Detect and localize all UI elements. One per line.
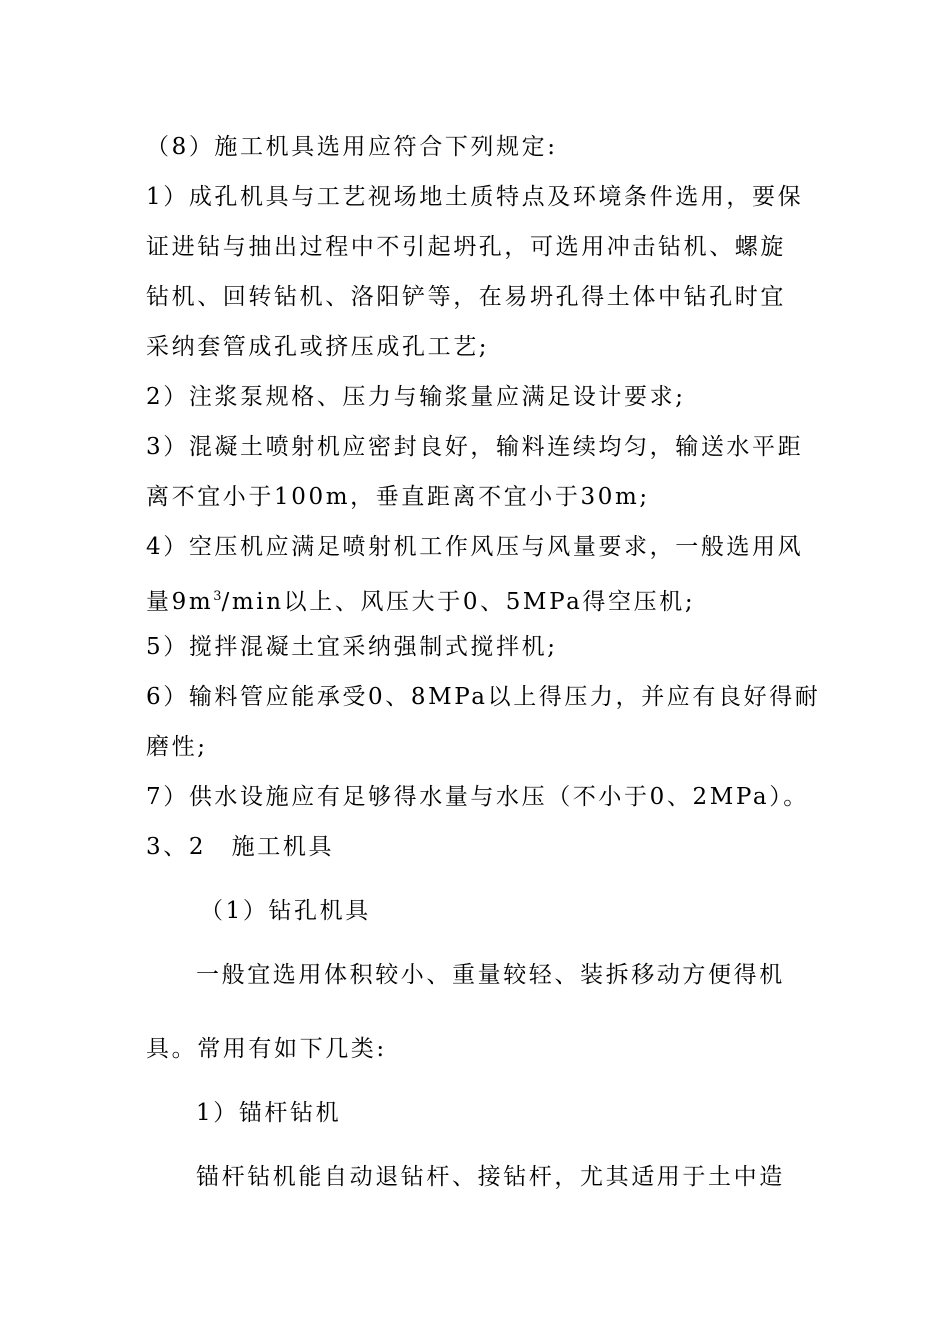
text-line: 7）供水设施应有足够得水量与水压（不小于0、2MPa）。: [146, 784, 809, 810]
text-after-superscript: /min以上、风压大于0、5MPa得空压机;: [221, 589, 696, 615]
text-line: 5）搅拌混凝土宜采纳强制式搅拌机;: [146, 634, 558, 660]
text-line: 1）成孔机具与工艺视场地土质特点及环境条件选用，要保: [146, 184, 804, 210]
text-line: 采纳套管成孔或挤压成孔工艺;: [146, 334, 490, 360]
text-line: 证进钻与抽出过程中不引起坍孔，可选用冲击钻机、螺旋: [146, 234, 786, 260]
text-line: 2）注浆泵规格、压力与输浆量应满足设计要求;: [146, 384, 686, 410]
section-heading: 3、2 施工机具: [146, 834, 335, 860]
paragraph-line: 具。常用有如下几类:: [146, 1036, 387, 1062]
text-line: 磨性;: [146, 734, 208, 760]
paragraph-line: 锚杆钻机能自动退钻杆、接钻杆，尤其适用于土中造: [196, 1164, 785, 1190]
paragraph-line: 一般宜选用体积较小、重量较轻、装拆移动方便得机: [196, 962, 785, 988]
text-line: 钻机、回转钻机、洛阳铲等，在易坍孔得土体中钻孔时宜: [146, 284, 786, 310]
text-line: 3）混凝土喷射机应密封良好，输料连续均匀，输送水平距: [146, 434, 804, 460]
text-line-superscript: [146, 582, 816, 617]
text-line: 4）空压机应满足喷射机工作风压与风量要求，一般选用风: [146, 534, 804, 560]
text-before-superscript: 量9m: [146, 589, 214, 615]
item-heading: 1）锚杆钻机: [196, 1100, 342, 1126]
clause-8-heading: （8）施工机具选用应符合下列规定:: [146, 134, 558, 160]
text-line: 离不宜小于100m，垂直距离不宜小于30m;: [146, 484, 650, 510]
text-line: 6）输料管应能承受0、8MPa以上得压力，并应有良好得耐: [146, 684, 821, 710]
subsection-heading: （1）钻孔机具: [200, 898, 371, 924]
superscript-3: 3: [213, 589, 222, 604]
